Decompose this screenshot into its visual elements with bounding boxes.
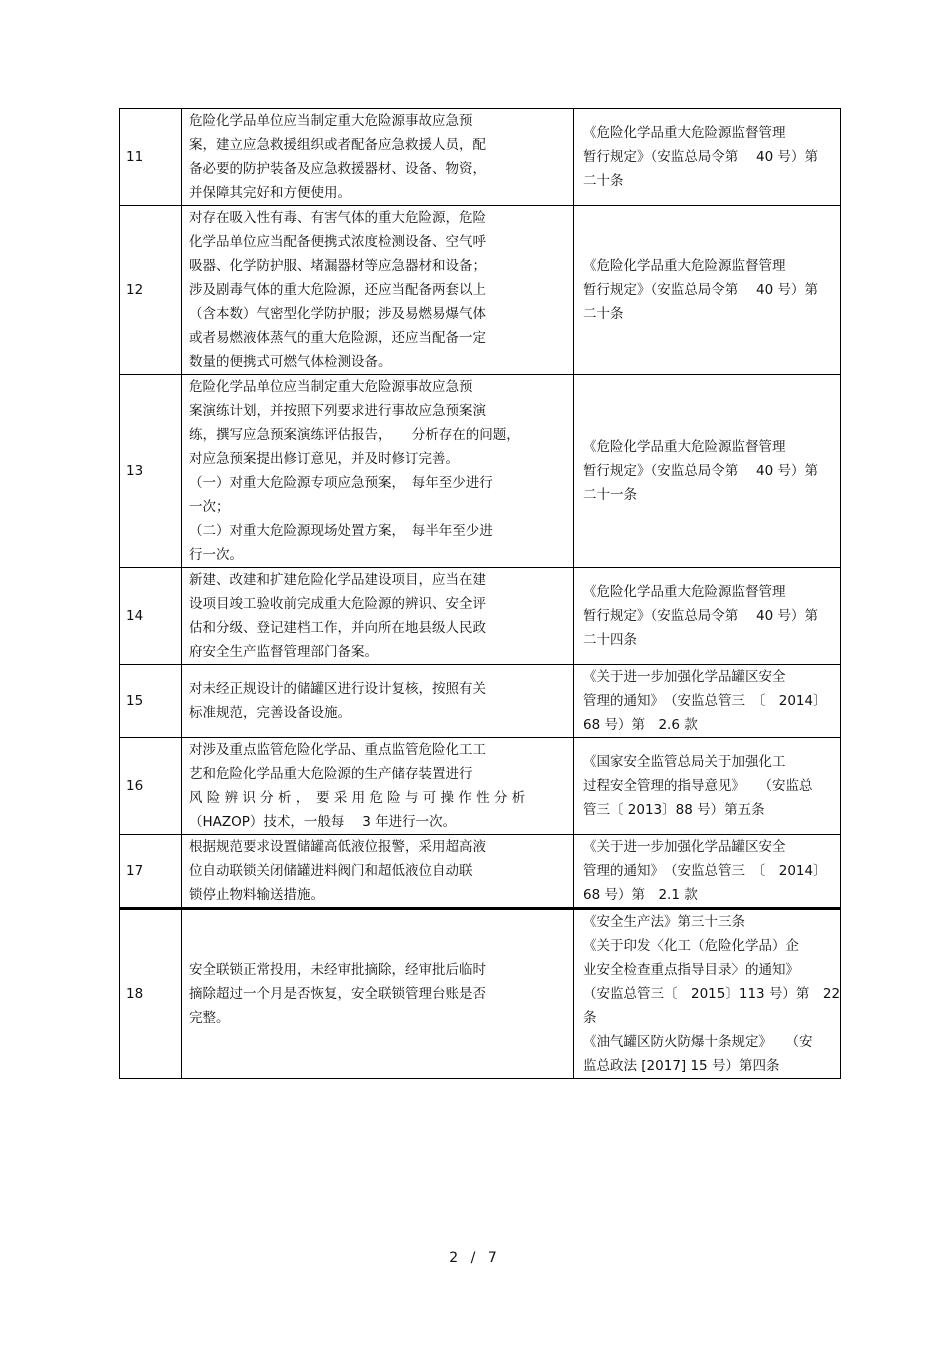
basis-line: 《关于进一步加强化学品罐区安全: [583, 839, 786, 855]
requirement-cell: [182, 909, 574, 1079]
requirement-line: （二）对重大危险源现场处置方案， 每半年至少进: [189, 523, 493, 539]
item-number: 18: [120, 909, 182, 1079]
requirement-line: 练，撰写应急预案演练评估报告， 分析存在的问题，: [189, 427, 520, 443]
requirement-line: 设项目竣工验收前完成重大危险源的辨识、安全评: [189, 596, 486, 612]
basis-line: 管三〔 2013〕88 号）第五条: [583, 802, 765, 818]
basis-cell: [574, 909, 841, 1079]
requirement-line: 新建、改建和扩建危险化学品建设项目，应当在建: [189, 572, 486, 588]
requirement-line: 摘除超过一个月是否恢复，安全联锁管理台账是否: [189, 986, 486, 1002]
basis-line: （安监总管三〔 2015〕113 号）第 22: [583, 986, 841, 1002]
basis-line: 《国家安全监管总局关于加强化工: [583, 754, 786, 770]
page-number: 2: [449, 1250, 463, 1266]
basis-line: 暂行规定》（安监总局令第 40 号）第: [583, 463, 819, 479]
basis-line: 二十四条: [583, 632, 637, 648]
requirement-line: 案，建立应急救援组织或者配备应急救援人员，配: [189, 137, 486, 153]
table-row: [120, 109, 841, 206]
requirement-line: 吸器、化学防护服、堵漏器材等应急器材和设备；: [189, 258, 486, 274]
requirement-line: （一）对重大危险源专项应急预案， 每年至少进行: [189, 475, 493, 491]
item-number: 14: [120, 568, 182, 665]
requirement-cell: [182, 568, 574, 665]
table-row: [120, 909, 841, 1079]
table-row: [120, 375, 841, 568]
item-number: 13: [120, 375, 182, 568]
basis-line: 68 号）第 2.6 款: [583, 717, 698, 733]
page-separator: /: [470, 1250, 480, 1266]
basis-line: 暂行规定》（安监总局令第 40 号）第: [583, 149, 819, 165]
basis-line: 暂行规定》（安监总局令第 40 号）第: [583, 608, 819, 624]
basis-line: 二十条: [583, 173, 624, 189]
basis-line: 管理的通知》 （安监总管三 〔 2014〕: [583, 863, 827, 879]
page-footer: [0, 1250, 950, 1266]
requirement-line: 根据规范要求设置储罐高低液位报警，采用超高液: [189, 839, 486, 855]
requirement-cell: [182, 738, 574, 835]
basis-line: 业安全检查重点指导目录〉的通知》: [583, 962, 799, 978]
item-number: 11: [120, 109, 182, 206]
basis-line: 68 号）第 2.1 款: [583, 887, 698, 903]
requirement-cell: [182, 835, 574, 909]
requirement-line: 完整。: [189, 1010, 230, 1026]
requirement-line: 对涉及重点监管危险化学品、重点监管危险化工工: [189, 742, 486, 758]
basis-line: 二十条: [583, 306, 624, 322]
requirement-line: 风 险 辨 识 分 析 ， 要 采 用 危 险 与 可 操 作 性 分 析: [189, 790, 526, 806]
requirement-line: 化学品单位应当配备便携式浓度检测设备、空气呼: [189, 234, 486, 250]
basis-cell: [574, 206, 841, 375]
requirement-line: 对存在吸入性有毒、有害气体的重大危险源，危险: [189, 210, 486, 226]
requirement-line: 危险化学品单位应当制定重大危险源事故应急预: [189, 113, 473, 129]
table-row: [120, 835, 841, 909]
requirement-line: 并保障其完好和方便使用。: [189, 185, 351, 201]
requirement-cell: [182, 206, 574, 375]
table-row: [120, 738, 841, 835]
requirement-line: 锁停止物料输送措施。: [189, 887, 324, 903]
requirement-line: 艺和危险化学品重大危险源的生产储存装置进行: [189, 766, 473, 782]
basis-line: 《危险化学品重大危险源监督管理: [583, 439, 786, 455]
item-number: 17: [120, 835, 182, 909]
requirement-line: 备必要的防护装备及应急救援器材、设备、物资，: [189, 161, 486, 177]
basis-line: 《危险化学品重大危险源监督管理: [583, 584, 786, 600]
requirement-line: 涉及剧毒气体的重大危险源，还应当配备两套以上: [189, 282, 486, 298]
basis-cell: [574, 835, 841, 909]
basis-line: 过程安全管理的指导意见》 （安监总: [583, 778, 813, 794]
requirement-line: （含本数）气密型化学防护服；涉及易燃易爆气体: [189, 306, 486, 322]
basis-cell: [574, 665, 841, 738]
requirement-cell: [182, 109, 574, 206]
table-row: [120, 568, 841, 665]
table-row: [120, 665, 841, 738]
requirement-line: 数量的便携式可燃气体检测设备。: [189, 354, 392, 370]
basis-line: 《危险化学品重大危险源监督管理: [583, 258, 786, 274]
requirement-line: （HAZOP）技术，一般每 3 年进行一次。: [189, 814, 457, 830]
basis-cell: [574, 738, 841, 835]
requirement-line: 一次；: [189, 499, 230, 515]
requirement-cell: [182, 665, 574, 738]
requirement-line: 安全联锁正常投用，未经审批摘除，经审批后临时: [189, 962, 486, 978]
basis-line: 《危险化学品重大危险源监督管理: [583, 125, 786, 141]
basis-line: 条: [583, 1010, 597, 1026]
requirement-cell: [182, 375, 574, 568]
requirement-line: 标准规范，完善设备设施。: [189, 705, 351, 721]
item-number: 12: [120, 206, 182, 375]
requirement-line: 行一次。: [189, 547, 243, 563]
item-number: 15: [120, 665, 182, 738]
basis-line: 《油气罐区防火防爆十条规定》 （安: [583, 1034, 813, 1050]
basis-cell: [574, 375, 841, 568]
basis-cell: [574, 109, 841, 206]
basis-line: 《安全生产法》第三十三条: [583, 914, 745, 930]
item-number: 16: [120, 738, 182, 835]
requirement-line: 或者易燃液体蒸气的重大危险源，还应当配备一定: [189, 330, 486, 346]
requirement-line: 府安全生产监督管理部门备案。: [189, 644, 378, 660]
basis-line: 暂行规定》（安监总局令第 40 号）第: [583, 282, 819, 298]
page-total: 7: [487, 1250, 501, 1266]
basis-line: 管理的通知》 （安监总管三 〔 2014〕: [583, 693, 827, 709]
basis-line: 《关于进一步加强化学品罐区安全: [583, 669, 786, 685]
requirement-line: 位自动联锁关闭储罐进料阀门和超低液位自动联: [189, 863, 473, 879]
requirement-line: 对应急预案提出修订意见，并及时修订完善。: [189, 451, 459, 467]
requirement-line: 对未经正规设计的储罐区进行设计复核，按照有关: [189, 681, 486, 697]
basis-line: 《关于印发〈化工（危险化学品）企: [583, 938, 799, 954]
requirement-line: 危险化学品单位应当制定重大危险源事故应急预: [189, 379, 473, 395]
basis-line: 二十一条: [583, 487, 637, 503]
requirement-line: 估和分级、登记建档工作，并向所在地县级人民政: [189, 620, 486, 636]
table-row: [120, 206, 841, 375]
inspection-table: [119, 108, 841, 1079]
requirement-line: 案演练计划，并按照下列要求进行事故应急预案演: [189, 403, 486, 419]
basis-cell: [574, 568, 841, 665]
basis-line: 监总政法 [2017] 15 号）第四条: [583, 1058, 780, 1074]
